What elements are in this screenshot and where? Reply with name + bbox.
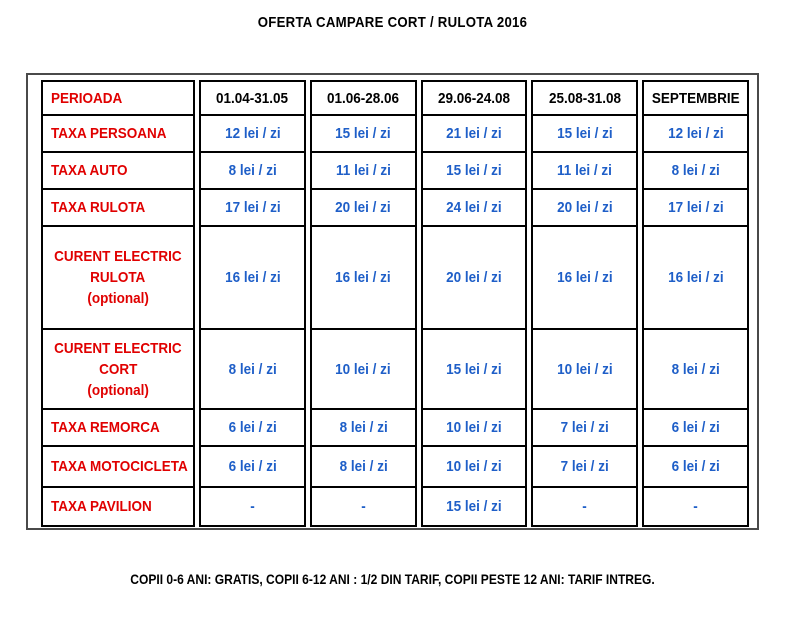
price-value: 15 lei / zi [335, 125, 391, 142]
price-cell [199, 410, 306, 447]
price-value: 6 lei / zi [671, 419, 720, 436]
tariff-table [37, 80, 753, 527]
period-cell [310, 80, 417, 116]
tariff-row [41, 330, 749, 410]
price-cell [199, 227, 306, 330]
price-value: 8 lei / zi [228, 162, 277, 179]
price-cell [310, 116, 417, 153]
period-label: 29.06-24.08 [437, 89, 510, 107]
price-value: 11 lei / zi [335, 162, 391, 179]
price-value: 7 lei / zi [560, 458, 609, 475]
price-cell [310, 190, 417, 227]
price-value: 8 lei / zi [671, 360, 720, 378]
price-cell [310, 447, 417, 488]
tariff-row [41, 447, 749, 488]
price-cell [531, 153, 638, 190]
price-cell [531, 447, 638, 488]
price-cell [199, 330, 306, 410]
row-label-cell [41, 153, 195, 190]
price-cell [642, 190, 749, 227]
row-label: TAXA MOTOCICLETA [51, 458, 188, 475]
price-value: 6 lei / zi [228, 419, 277, 436]
row-label: (optional) [87, 290, 149, 307]
period-label: SEPTEMBRIE [651, 89, 740, 107]
row-label: (optional) [87, 381, 149, 399]
row-label: RULOTA [90, 269, 146, 286]
price-cell [531, 227, 638, 330]
tariff-row [41, 488, 749, 527]
price-cell [642, 116, 749, 153]
price-cell [642, 227, 749, 330]
price-cell [421, 190, 528, 227]
row-label-cell [41, 410, 195, 447]
price-value: - [693, 498, 698, 515]
price-value: 20 lei / zi [335, 199, 391, 216]
price-cell [642, 447, 749, 488]
period-label: 01.04-31.05 [216, 89, 289, 107]
price-value: 15 lei / zi [556, 125, 613, 142]
price-value: 6 lei / zi [671, 458, 720, 475]
price-value: 15 lei / zi [446, 162, 502, 179]
price-value: 8 lei / zi [339, 419, 388, 436]
price-value: 21 lei / zi [446, 125, 502, 142]
price-cell [421, 116, 528, 153]
price-value: - [250, 498, 255, 515]
price-cell [421, 330, 528, 410]
row-label-cell [41, 488, 195, 527]
period-cell [421, 80, 528, 116]
children-pricing-note: COPII 0-6 ANI: GRATIS, COPII 6-12 ANI : 1/2 DIN TARIF, COPII PESTE 12 ANI: TARIF INTREG. [130, 571, 655, 587]
header-label-cell [41, 80, 195, 116]
price-value: 16 lei / zi [667, 269, 724, 286]
period-label: 25.08-31.08 [548, 89, 621, 107]
price-cell [310, 330, 417, 410]
price-cell [421, 488, 528, 527]
period-label: 01.06-28.06 [327, 89, 400, 107]
price-value: 12 lei / zi [224, 125, 281, 142]
price-value: 6 lei / zi [228, 458, 277, 475]
price-cell [642, 330, 749, 410]
row-label: TAXA RULOTA [51, 199, 146, 216]
price-value: 15 lei / zi [446, 498, 502, 515]
row-label-cell [41, 447, 195, 488]
tariff-row [41, 227, 749, 330]
price-cell [310, 153, 417, 190]
price-cell [642, 488, 749, 527]
row-label: TAXA PERSOANA [51, 125, 167, 142]
price-value: 7 lei / zi [560, 419, 609, 436]
price-value: 16 lei / zi [335, 269, 391, 286]
price-value: 17 lei / zi [224, 199, 281, 216]
price-value: 8 lei / zi [228, 360, 277, 378]
row-label: TAXA REMORCA [51, 419, 160, 436]
price-cell [199, 447, 306, 488]
price-cell [421, 447, 528, 488]
header-row [41, 80, 749, 116]
price-value: 20 lei / zi [556, 199, 613, 216]
price-value: 17 lei / zi [667, 199, 724, 216]
price-cell [199, 488, 306, 527]
price-cell [531, 190, 638, 227]
price-value: 10 lei / zi [556, 360, 613, 378]
row-label-cell [41, 116, 195, 153]
tariff-row [41, 116, 749, 153]
period-cell [642, 80, 749, 116]
row-label-cell [41, 190, 195, 227]
row-label-cell [41, 330, 195, 410]
price-value: 10 lei / zi [446, 458, 502, 475]
price-value: 8 lei / zi [671, 162, 720, 179]
price-cell [531, 330, 638, 410]
row-label: TAXA PAVILION [51, 498, 152, 515]
price-cell [199, 116, 306, 153]
price-value: 24 lei / zi [446, 199, 502, 216]
price-cell [310, 410, 417, 447]
price-value: 15 lei / zi [446, 360, 502, 378]
price-cell [421, 153, 528, 190]
price-value: 10 lei / zi [446, 419, 502, 436]
price-value: 8 lei / zi [339, 458, 388, 475]
row-label: TAXA AUTO [51, 162, 128, 179]
price-cell [199, 190, 306, 227]
tariff-row [41, 153, 749, 190]
price-value: 11 lei / zi [557, 162, 613, 179]
price-value: 10 lei / zi [335, 360, 391, 378]
period-header-label: PERIOADA [51, 89, 123, 107]
period-cell [199, 80, 306, 116]
price-value: 20 lei / zi [446, 269, 502, 286]
row-label: CURENT ELECTRIC [54, 248, 182, 265]
price-cell [531, 488, 638, 527]
price-value: 12 lei / zi [667, 125, 724, 142]
row-label-cell [41, 227, 195, 330]
price-cell [421, 227, 528, 330]
price-cell [642, 410, 749, 447]
tariff-row [41, 410, 749, 447]
price-cell [531, 410, 638, 447]
price-cell [642, 153, 749, 190]
price-value: 16 lei / zi [224, 269, 281, 286]
price-value: - [582, 498, 587, 515]
price-cell [199, 153, 306, 190]
row-label: CURENT ELECTRIC [54, 339, 182, 357]
row-label: CORT [98, 360, 138, 378]
price-cell [310, 488, 417, 527]
price-cell [531, 116, 638, 153]
page-title: OFERTA CAMPARE CORT / RULOTA 2016 [257, 14, 528, 31]
price-value: - [360, 498, 366, 515]
price-value: 16 lei / zi [556, 269, 613, 286]
period-cell [531, 80, 638, 116]
price-cell [421, 410, 528, 447]
tariff-row [41, 190, 749, 227]
price-cell [310, 227, 417, 330]
